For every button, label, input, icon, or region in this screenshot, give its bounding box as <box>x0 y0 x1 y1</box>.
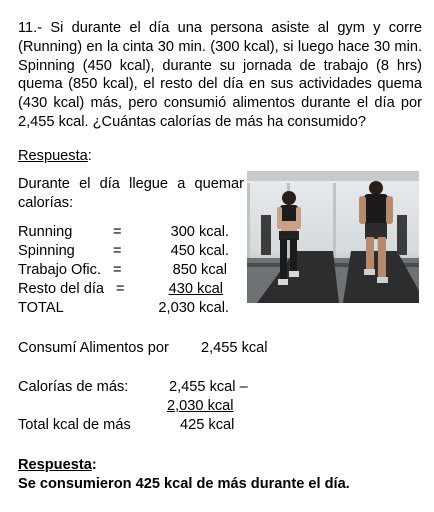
final-answer-statement: Se consumieron 425 kcal de más durante el día. <box>18 476 350 492</box>
equals-sign: = <box>113 224 122 240</box>
burned-label: TOTAL <box>18 300 64 316</box>
gym-treadmill-photo <box>247 171 419 303</box>
burned-label: Resto del día <box>18 281 104 297</box>
equals-sign: = <box>116 281 125 297</box>
final-answer-heading-text: Respuesta <box>18 457 92 473</box>
answer-heading-text: Respuesta <box>18 148 88 164</box>
burned-label: Running <box>18 224 73 240</box>
burned-value: 300 kcal. <box>170 224 229 240</box>
extra-subtrahend: 2,030 kcal <box>167 398 234 414</box>
total-extra-label: Total kcal de más <box>18 417 131 433</box>
extra-minuend: 2,455 kcal – <box>169 379 248 395</box>
answer-heading-colon: : <box>87 148 92 164</box>
equals-sign: = <box>113 262 122 278</box>
consumed-label: Consumí Alimentos por <box>18 340 169 356</box>
burned-value: 430 kcal <box>168 281 223 297</box>
extra-label: Calorías de más: <box>18 379 129 395</box>
final-answer-heading <box>18 456 97 475</box>
burned-label: Trabajo Ofic. <box>18 262 101 278</box>
burned-total-value: 2,030 kcal. <box>158 300 229 316</box>
final-answer-heading-colon: : <box>91 457 97 473</box>
burned-label: Spinning <box>18 243 75 259</box>
total-extra-value: 425 kcal <box>180 417 235 433</box>
equals-sign: = <box>113 243 122 259</box>
burned-value: 450 kcal. <box>170 243 229 259</box>
answer-heading <box>18 148 92 164</box>
problem-statement: 11.- Si durante el día una persona asiste al gym y corre (Running) en la cinta 30 min. (300 kcal), si luego hace 30 min. Spinning (450 kcal), durante su jornada de trabajo (8 hrs) quema (850 kcal), el resto del día en sus actividades quema (430 kcal) más, pero consumió alimentos durante el día por 2,455 kcal. ¿Cuántas calorías de más ha consumido? <box>18 20 422 130</box>
consumed-value: 2,455 kcal <box>201 340 268 356</box>
burned-value: 850 kcal <box>172 262 227 278</box>
intro-text: Durante el día llegue a quemar calorías: <box>18 176 244 211</box>
